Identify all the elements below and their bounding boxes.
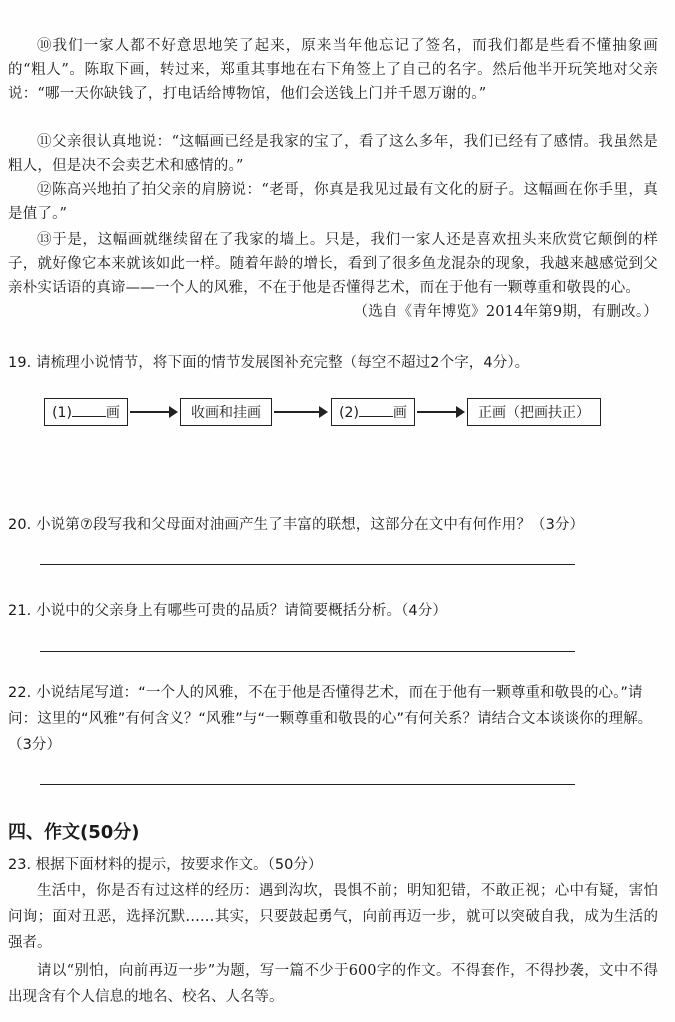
answer-line-22[interactable]	[40, 784, 575, 785]
answer-line-20[interactable]	[40, 564, 575, 565]
passage-paragraph-11: ⑪父亲很认真地说：“这幅画已经是我家的宝了，看了这么多年，我们已经有了感情。我虽然是粗人，但是决不会卖艺术和感情的。”	[8, 134, 658, 174]
question-23: 23. 根据下面材料的提示，按要求作文。（50分）	[8, 857, 323, 873]
flow-arrow-2	[274, 411, 326, 413]
passage-paragraph-13-text: ⑬于是，这幅画就继续留在了我家的墙上。只是，我们一家人还是喜欢扭头来欣赏它颠倒的样子，就好像它本来就该如此一样。随着年龄的增长，看到了很多鱼龙混杂的现象，我越来越感觉到父亲朴实话语的真谛——一个人的风雅，不在于他是否懂得艺术，而在于他有一颗尊重和敬畏的心。	[8, 232, 658, 296]
flow-box-3-number: (2)	[339, 405, 359, 421]
passage-paragraph-10: ⑩我们一家人都不好意思地笑了起来，原来当年他忘记了签名，而我们都是些看不懂抽象画的“粗人”。陈取下画，转过来，郑重其事地在右下角签上了自己的名字。然后他半开玩笑地对父亲说：“哪一天你缺钱了，打电话给博物馆，他们会送钱上门并千恩万谢的。”	[8, 38, 658, 102]
question-22: 22. 小说结尾写道：“一个人的风雅，不在于他是否懂得艺术，而在于他有一颗尊重和敬畏的心。”请问：这里的“风雅”有何含义？“风雅”与“一颗尊重和敬畏的心”有何关系？请结合文本谈谈你的理解。（3分）	[8, 685, 653, 753]
answer-line-21[interactable]	[40, 651, 575, 652]
question-20: 20. 小说第⑦段写我和父母面对油画产生了丰富的联想，这部分在文中有何作用？（3分）	[8, 517, 585, 533]
flow-box-2: 收画和挂画	[180, 398, 272, 426]
flow-box-1[interactable]	[44, 398, 128, 426]
passage-source: （选自《青年博览》2014年第9期，有删改。）	[353, 304, 658, 320]
flow-box-3[interactable]	[331, 398, 415, 426]
flow-box-1-number: (1)	[52, 405, 72, 421]
essay-material: 生活中，你是否有过这样的经历：遇到沟坎，畏惧不前；明知犯错，不敢正视；心中有疑，害怕问询；面对丑恶，选择沉默……其实，只要鼓起勇气，向前再迈一步，就可以突破自我，成为生活的强者。	[8, 883, 658, 951]
essay-instruction: 请以“别怕，向前再迈一步”为题，写一篇不少于600字的作文。不得套作，不得抄袭，文中不得出现含有个人信息的地名、校名、人名等。	[8, 963, 658, 1005]
flow-box-1-suffix: 画	[105, 405, 120, 421]
flow-arrow-3	[417, 411, 463, 413]
flow-box-4: 正画（把画扶正）	[467, 398, 601, 426]
question-21: 21. 小说中的父亲身上有哪些可贵的品质？请简要概括分析。（4分）	[8, 603, 447, 619]
flow-box-3-blank	[359, 402, 393, 417]
flow-box-3-suffix: 画	[392, 405, 407, 421]
passage-paragraph-13	[8, 228, 658, 324]
flow-box-1-blank	[72, 402, 106, 417]
plot-flow-diagram	[44, 398, 604, 428]
question-19: 19. 请梳理小说情节，将下面的情节发展图补充完整（每空不超过2个字，4分）。	[8, 355, 530, 371]
essay-section-title: 四、作文(50分)	[8, 822, 140, 843]
passage-paragraph-12: ⑫陈高兴地拍了拍父亲的肩膀说：“老哥，你真是我见过最有文化的厨子。这幅画在你手里，真是值了。”	[8, 182, 658, 222]
flow-arrow-1	[130, 411, 176, 413]
